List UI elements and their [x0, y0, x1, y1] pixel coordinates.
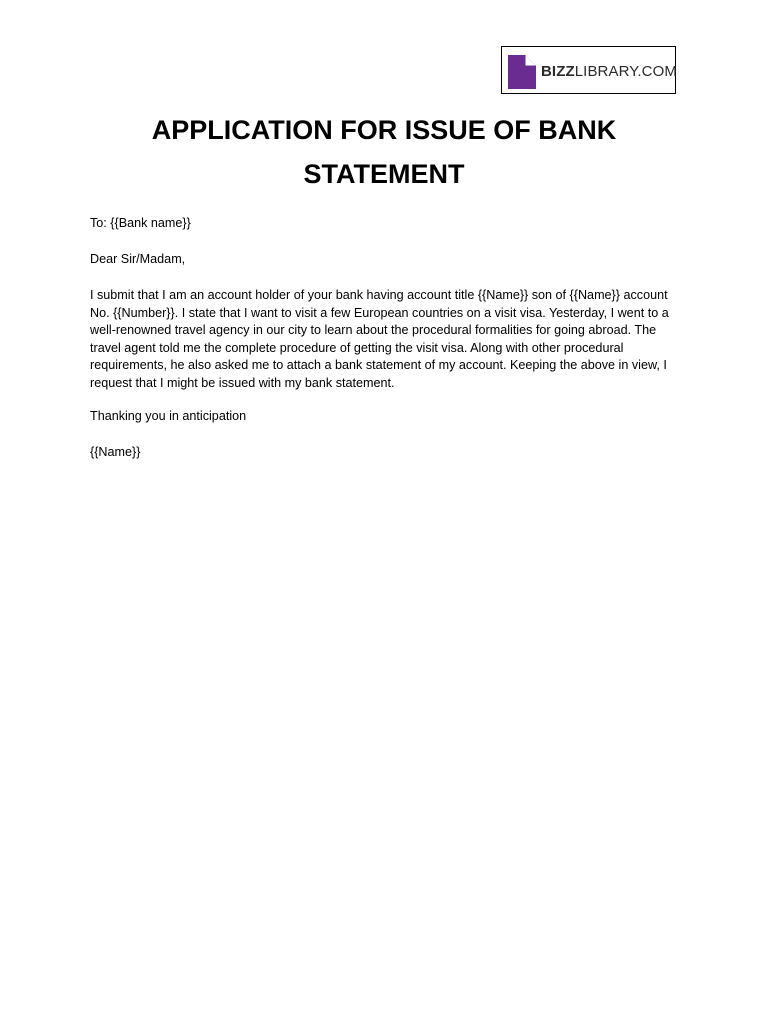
document-icon — [507, 54, 537, 90]
bizzlibrary-logo — [501, 46, 676, 94]
logo-text-bold: BIZZ — [541, 63, 575, 80]
logo-text-light: LIBRARY.COM — [574, 63, 677, 80]
recipient-line: To: {{Bank name}} — [90, 216, 191, 230]
logo-wordmark — [541, 63, 677, 80]
document-title: APPLICATION FOR ISSUE OF BANK STATEMENT — [151, 115, 617, 189]
salutation: Dear Sir/Madam, — [90, 252, 186, 266]
signature-name: {{Name}} — [90, 445, 141, 459]
body-paragraph: I submit that I am an account holder of your bank having account title {{Name}} son of {{Name}} account No. {{Number}}. I state that I want to visit a few European countries on a visit visa. Yesterday, I went to a well-renowned travel agency in our city to learn about the procedural formalities for going abroad. The travel agent told me the complete procedure of getting the visit visa. Along with other procedural requirements, he also asked me to attach a bank statement of my account. Keeping the above in view, I request that I might be issued with my bank statement. — [90, 288, 669, 390]
closing-line: Thanking you in anticipation — [90, 409, 247, 423]
